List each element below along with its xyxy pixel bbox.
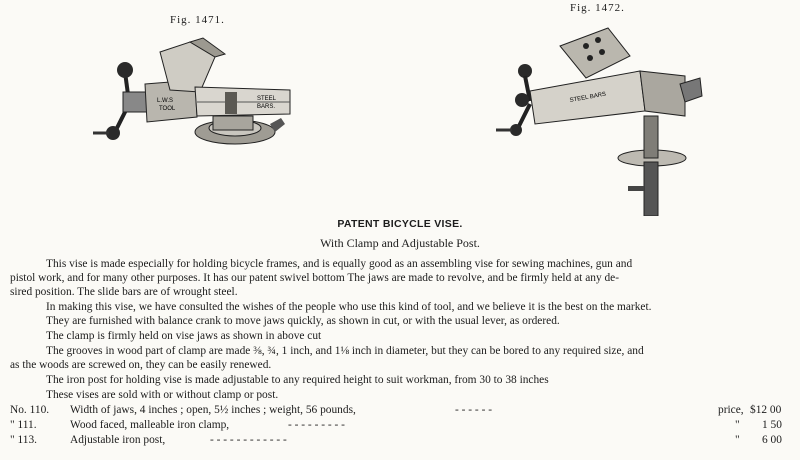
paragraph-7: These vises are sold with or without clamp or post.	[46, 389, 279, 401]
page-title: PATENT BICYCLE VISE.	[337, 218, 463, 230]
price-row	[0, 418, 800, 432]
leader-dots: - - - - - -	[455, 404, 492, 416]
item-price: 1 50	[762, 419, 782, 431]
paragraph-5-line-2: as the woods are screwed on, they can be easily renewed.	[10, 359, 272, 371]
paragraph-6: The iron post for holding vise is made adjustable to any required height to suit workman, from 30 to 38 inches	[46, 374, 549, 386]
leader-dots: - - - - - - - - - - - -	[210, 434, 287, 446]
price-label: price,	[718, 404, 744, 416]
vise-illustration-fig-1471	[85, 32, 310, 162]
fig1-label-bars: BARS.	[257, 104, 276, 110]
paragraph-1-line-3: sired position. The slide bars are of wrought steel.	[10, 286, 238, 298]
fig2-label-steel-bars: STEEL BARS	[569, 91, 607, 104]
item-description: Width of jaws, 4 inches ; open, 5½ inches ; weight, 56 pounds,	[70, 404, 356, 416]
item-price: 6 00	[762, 434, 782, 446]
item-description: Wood faced, malleable iron clamp,	[70, 419, 230, 431]
paragraph-1-line-1: This vise is made especially for holding bicycle frames, and is equally good as an assembling vise for sewing machines, gun and	[46, 258, 633, 270]
vise-illustration-fig-1472	[490, 16, 730, 216]
paragraph-3: They are furnished with balance crank to move jaws quickly, as shown in cut, or with the usual lever, as ordered.	[46, 315, 560, 327]
paragraph-5-line-1: The grooves in wood part of clamp are made ⅜, ¾, 1 inch, and 1⅛ inch in diameter, but they can be bored to any required size, and	[46, 345, 644, 357]
price-label: "	[735, 434, 740, 446]
price-row	[0, 403, 800, 417]
price-label: "	[735, 419, 740, 431]
leader-dots: - - - - - - - - -	[288, 419, 345, 431]
item-number: " 113.	[10, 434, 38, 446]
paragraph-1-line-2: pistol work, and for many other purposes. It has our patent swivel bottom The jaws are made to revolve, and be firmly held at any de-	[10, 272, 620, 284]
item-description: Adjustable iron post,	[70, 434, 166, 446]
paragraph-2: In making this vise, we have consulted the wishes of the people who use this kind of tool, and we believe it is the best on the market.	[46, 301, 652, 313]
paragraph-4: The clamp is firmly held on vise jaws as shown in above cut	[46, 330, 322, 342]
item-number: " 111.	[10, 419, 37, 431]
fig1-label-lws: L.W.S	[157, 98, 174, 104]
figure-1471-caption: Fig. 1471.	[170, 14, 225, 26]
price-row	[0, 433, 800, 447]
figure-1472-caption: Fig. 1472.	[570, 2, 625, 14]
fig1-label-tool: TOOL	[159, 106, 176, 112]
fig1-label-steel: STEEL	[257, 96, 277, 102]
page-subtitle: With Clamp and Adjustable Post.	[320, 236, 480, 250]
item-number: No. 110.	[10, 404, 50, 416]
item-price: $12 00	[750, 404, 782, 416]
